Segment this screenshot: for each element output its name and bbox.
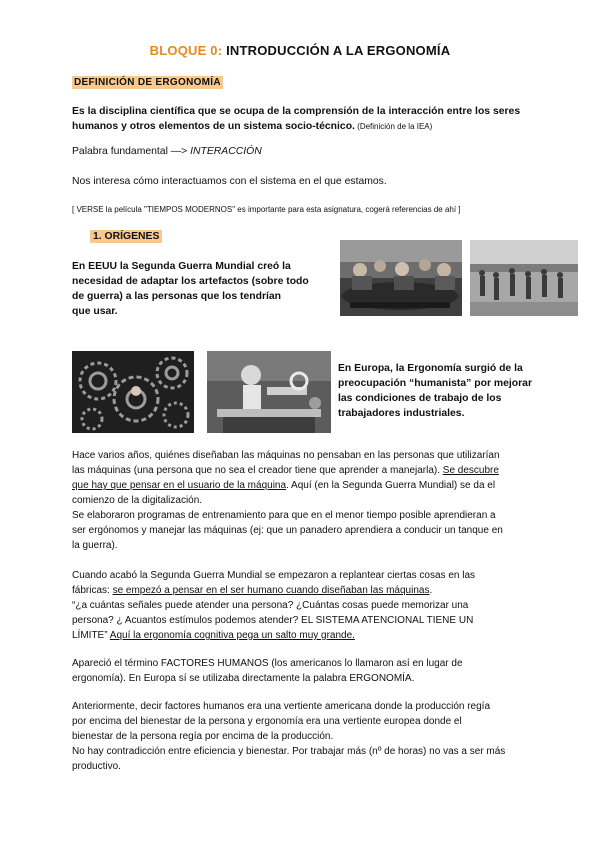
europa-line: las condiciones de trabajo de los [338,393,502,404]
underlined-text: Se descubre [442,465,499,476]
text-line: bienestar de la persona regía por encima de la producción. [72,731,334,742]
europa-line: preocupación “humanista” por mejorar [338,378,532,389]
text-line: ser ergónomos y manejar las máquinas (ej: que un panadero aprendiera a conducir un tanque en [72,525,503,536]
text-line: las máquinas (una persona que no sea el creador tiene que aprender a manejarla). [72,465,443,476]
text-line: Se elaboraron programas de entrenamiento para que en el menor tiempo posible aprendieran a [72,510,496,521]
title-prefix: BLOQUE 0: [149,43,223,58]
underlined-text: se empezó a pensar en el ser humano cuando diseñaban las máquinas [112,585,430,596]
paragraph-human-factors [72,656,542,686]
definition-heading: DEFINICIÓN DE ERGONOMÍA [74,77,221,88]
modern-times-feeding-machine-photo [207,351,331,433]
text-line: Cuando acabó la Segunda Guerra Mundial se empezaron a replantear ciertas cosas en las [72,570,476,581]
europa-paragraph [338,361,558,421]
text-line: No hay contradicción entre eficiencia y bienestar. Por trabajar más (nº de horas) no vas a ser más [72,746,506,757]
text-line: comienzo de la digitalización. [72,495,203,506]
text-line: . Aquí (en la Segunda Guerra Mundial) se da el [286,480,496,491]
film-note: [ VERSE la película "TIEMPOS MODERNOS" es importante para esta asignatura, cogerá referencias de ahí ] [72,205,461,214]
eeuu-line: que usar. [72,306,118,317]
paragraph-history [72,448,542,553]
section-origenes-heading: 1. ORÍGENES [90,230,162,243]
page-title [0,43,600,58]
text-line: “¿a cuántas señales puede atender una persona? ¿Cuántas cosas puede memorizar una [72,600,469,611]
eeuu-paragraph [72,259,332,319]
definition-block [72,104,552,134]
text-line: productivo. [72,761,121,772]
eeuu-line: necesidad de adaptar los artefactos (sobre todo [72,276,309,287]
text-line: Apareció el término FACTORES HUMANOS (los americanos lo llamaron así en lugar de [72,658,463,669]
text-line: la guerra). [72,540,118,551]
paragraph-comparison [72,699,542,774]
definition-line-2: humanos y otros elementos de un sistema socio-técnico. [72,121,355,132]
keyword-line [72,146,262,157]
eeuu-line: En EEUU la Segunda Guerra Mundial creó la [72,261,291,272]
text-line: LÍMITE” [72,630,110,641]
gears-machinery-photo [72,351,194,433]
eeuu-line: de guerra) a las personas que los tendrían [72,291,282,302]
marching-soldiers-photo [470,240,578,316]
paragraph-postwar [72,568,542,643]
keyword: INTERACCIÓN [190,146,262,157]
text-line: por encima del bienestar de la persona y ergonomía era una vertiente europea donde el [72,716,462,727]
text-line: ergonomía). En Europa sí se utilizaba directamente la palabra ERGONOMÍA. [72,673,415,684]
definition-source: (Definición de la IEA) [354,122,433,131]
europa-line: En Europa, la Ergonomía surgió de la [338,363,523,374]
text-line: Anteriormente, decir factores humanos era una vertiente americana donde la producción regía [72,701,491,712]
text-line: . [429,585,433,596]
text-line: Hace varios años, quiénes diseñaban las máquinas no pensaban en las personas que utilizarían [72,450,500,461]
europa-line: trabajadores industriales. [338,408,465,419]
underlined-text: Aquí la ergonomía cognitiva pega un salto muy grande. [109,630,355,641]
keyword-label: Palabra fundamental —> [72,146,191,157]
title-rest: INTRODUCCIÓN A LA ERGONOMÍA [222,43,451,58]
underlined-text: que hay que pensar en el usuario de la máquina [72,480,287,491]
definition-line-1: Es la disciplina científica que se ocupa de la comprensión de la interacción entre los seres [72,106,521,117]
text-line: fábricas: [72,585,113,596]
tank-soldiers-photo [340,240,462,316]
interest-line: Nos interesa cómo interactuamos con el sistema en el que estamos. [72,176,387,187]
text-line: persona? ¿ Acuantos estímulos podemos atender? EL SISTEMA ATENCIONAL TIENE UN [72,615,474,626]
